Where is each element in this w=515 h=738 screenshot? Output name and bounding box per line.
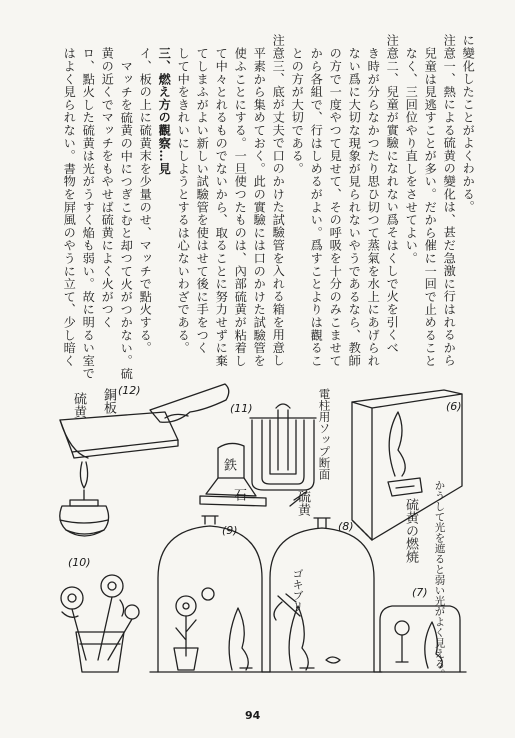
text-column: なく、三回位やり直しをさせてよい。 bbox=[404, 47, 419, 265]
fig6-label: 硫黄の燃焼 bbox=[403, 498, 418, 563]
text-column: 黄の近くでマッチをもやせば硫黄によく火がつく bbox=[100, 47, 115, 329]
text-column: 注意一、熱による硫黄の變化は、甚だ急激に行はれるから bbox=[442, 34, 457, 367]
text-column: マッチを硫黄の中につぎこむと却つて火がつかない。硫 bbox=[119, 60, 134, 380]
fig8-cockroach-label: ゴキブリ bbox=[291, 568, 304, 612]
figure-9-bell-jar-flower bbox=[150, 516, 270, 672]
text-column: ロ、點火した硫黄は光がうすく焔も弱い。故に明るい室で bbox=[81, 47, 96, 380]
fig11-stone-label: 石 bbox=[231, 488, 246, 501]
text-column: き時が分らなかつたり思ひ切つて蒸氣を水上にあげられ bbox=[366, 47, 381, 367]
text-column: 注意三、底が丈夫で口のかけた試驗管を入れる箱を用意し bbox=[271, 34, 286, 367]
text-column: て中々とれるものでないから、取ることに努力せずに棄 bbox=[214, 47, 229, 367]
text-column: てしまふがよい新しい試驗管を使はせて後に手をつく bbox=[195, 47, 210, 355]
fig11-sulfur-label: 硫黄 bbox=[295, 490, 310, 516]
text-column: ない爲に大切な現象が見られないやうであるなら、教師 bbox=[347, 47, 362, 367]
figure-8-bell-jar-cockroach bbox=[262, 518, 382, 672]
fig8-number: (8) bbox=[338, 520, 354, 533]
text-column: から各組で、行はしめるがよい。爲すことよりは觀るこ bbox=[309, 47, 324, 367]
text-column: 注意二、兒童が實驗になれない爲そはくしで火を引くべ bbox=[385, 34, 400, 354]
text-column: に變化したことがよくわかる。 bbox=[461, 34, 476, 214]
fig9-number: (9) bbox=[222, 524, 238, 537]
fig6-note: かうして光を遮ると弱い光がよく見える。 bbox=[433, 480, 446, 680]
fig10-number: (10) bbox=[68, 556, 91, 569]
text-column: はよく見られない。書物を屛風のやうに立て、少し暗く bbox=[62, 47, 77, 367]
section-heading: 三、燃え方の觀察…見 bbox=[157, 47, 172, 175]
fig6-number: (6) bbox=[446, 400, 462, 413]
fig12-sulfur-label: 硫黄 bbox=[71, 392, 86, 418]
fig11-iron-label: 鉄 bbox=[221, 458, 236, 471]
fig7-number: (7) bbox=[412, 586, 428, 599]
fig11-label: 電柱用ソップ断面 bbox=[317, 388, 332, 480]
text-column: イ、板の上に硫黄末を少量のせ、マッチで點火する。 bbox=[138, 47, 153, 355]
fig12-copper-label: 銅板 bbox=[101, 388, 116, 414]
figure-10-flowers-in-glass bbox=[61, 575, 139, 672]
figure-7-small-jar bbox=[374, 606, 466, 672]
text-column: の方で一度やつて見せて、その呼吸を十分のみこませて bbox=[328, 47, 343, 367]
text-column: 使ふことにする。一旦使つたものは、內部硫黄が粘着し bbox=[233, 47, 248, 367]
text-column: との方が大切である。 bbox=[290, 47, 305, 175]
fig12-number: (12) bbox=[118, 384, 141, 397]
fig11-number: (11) bbox=[230, 402, 253, 415]
page-number: 94 bbox=[245, 709, 261, 722]
text-column: して中をきれいにしようとするは心ないわざである。 bbox=[176, 47, 191, 355]
text-column: 兒童は見逃すことが多い。だから催に一回で止めること bbox=[423, 47, 438, 367]
text-column: 平素から集めておく。此の實驗には口のかけた試驗管を bbox=[252, 47, 267, 367]
